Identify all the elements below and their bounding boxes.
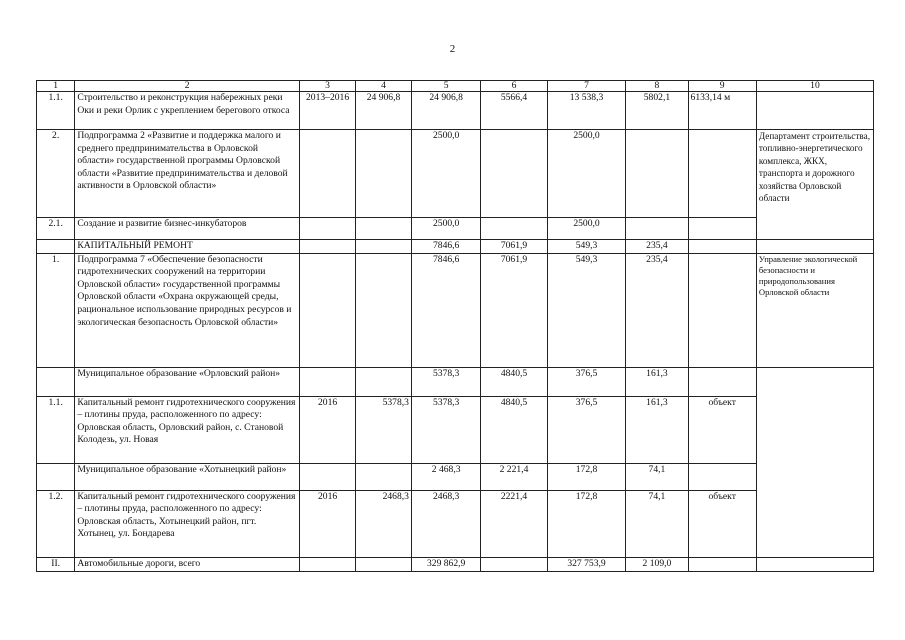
page-number: 2 bbox=[449, 43, 456, 55]
header-cell: 1 bbox=[37, 81, 75, 92]
row-col10-blank bbox=[756, 367, 873, 557]
row-col9: объект bbox=[688, 396, 756, 463]
header-row bbox=[37, 81, 874, 92]
row-col7: 327 753,9 bbox=[547, 557, 626, 571]
row-total bbox=[356, 463, 412, 490]
row-total bbox=[356, 557, 412, 571]
row-col5: 2500,0 bbox=[411, 218, 480, 240]
row-col6: 2 221,4 bbox=[481, 463, 547, 490]
row-col5: 7846,6 bbox=[411, 240, 480, 254]
row-col6: 2221,4 bbox=[481, 490, 547, 557]
table-row bbox=[37, 396, 874, 463]
row-number: 1. bbox=[37, 253, 75, 367]
row-col7: 549,3 bbox=[547, 240, 626, 254]
row-name: Муниципальное образование «Хотынецкий район» bbox=[75, 463, 300, 490]
row-col9 bbox=[688, 218, 756, 240]
row-col8: 161,3 bbox=[626, 396, 688, 463]
row-col5: 2500,0 bbox=[411, 130, 480, 218]
row-name: Капитальный ремонт гидротехнического сооружения – плотины пруда, расположенного по адресу: Орловская область, Орловский район, с. Становой Колодезь, ул. Новая bbox=[75, 396, 300, 463]
section-row bbox=[37, 557, 874, 571]
row-col9 bbox=[688, 240, 756, 254]
row-col8: 5802,1 bbox=[626, 92, 688, 130]
row-col5: 2468,3 bbox=[411, 490, 480, 557]
row-name: Капитальный ремонт гидротехнического сооружения – плотины пруда, расположенного по адресу: Орловская область, Хотынецкий район, пгт. Хотынец, ул. Бондарева bbox=[75, 490, 300, 557]
row-col5: 2 468,3 bbox=[411, 463, 480, 490]
row-col6 bbox=[481, 218, 547, 240]
row-col8: 74,1 bbox=[626, 490, 688, 557]
row-col5: 329 862,9 bbox=[411, 557, 480, 571]
row-col5: 5378,3 bbox=[411, 396, 480, 463]
row-number: 1.1. bbox=[37, 92, 75, 130]
section-title: КАПИТАЛЬНЫЙ РЕМОНТ bbox=[75, 240, 300, 254]
row-col9 bbox=[688, 130, 756, 218]
row-col6: 4840,5 bbox=[481, 367, 547, 396]
table-row bbox=[37, 253, 874, 367]
table-row bbox=[37, 490, 874, 557]
row-col9 bbox=[688, 367, 756, 396]
row-name: Подпрограмма 2 «Развитие и поддержка малого и среднего предпринимательства в Орловской области» государственной программы Орловской области «Развитие предпринимательства и деловой активности в Орловской области» bbox=[75, 130, 300, 218]
table-row bbox=[37, 218, 874, 240]
row-period bbox=[300, 218, 356, 240]
row-col5: 7846,6 bbox=[411, 253, 480, 367]
row-total: 24 906,8 bbox=[356, 92, 412, 130]
row-number bbox=[37, 367, 75, 396]
row-col9 bbox=[688, 557, 756, 571]
table-row bbox=[37, 130, 874, 218]
row-col6: 4840,5 bbox=[481, 396, 547, 463]
table-row bbox=[37, 463, 874, 490]
row-col6 bbox=[481, 130, 547, 218]
header-cell: 8 bbox=[626, 81, 688, 92]
row-period bbox=[300, 240, 356, 254]
row-number bbox=[37, 240, 75, 254]
row-number: 1.1. bbox=[37, 396, 75, 463]
row-col10 bbox=[756, 240, 873, 254]
row-col10 bbox=[756, 557, 873, 571]
row-col7: 172,8 bbox=[547, 490, 626, 557]
row-total: 2468,3 bbox=[356, 490, 412, 557]
row-col7: 13 538,3 bbox=[547, 92, 626, 130]
row-name: Подпрограмма 7 «Обеспечение безопасности гидротехнических сооружений на территории Орловской области» государственной программы Орловской области «Охрана окружающей среды, рациональное использование природных ресурсов и экологическая безопасность Орловской области» bbox=[75, 253, 300, 367]
row-period bbox=[300, 557, 356, 571]
row-col7: 2500,0 bbox=[547, 218, 626, 240]
row-number: 1.2. bbox=[37, 490, 75, 557]
row-period bbox=[300, 130, 356, 218]
row-col7: 376,5 bbox=[547, 367, 626, 396]
header-cell: 2 bbox=[75, 81, 300, 92]
table-row bbox=[37, 92, 874, 130]
row-period: 2016 bbox=[300, 396, 356, 463]
row-col7: 376,5 bbox=[547, 396, 626, 463]
row-col5: 24 906,8 bbox=[411, 92, 480, 130]
row-col8: 2 109,0 bbox=[626, 557, 688, 571]
program-table bbox=[36, 80, 874, 572]
row-col7: 2500,0 bbox=[547, 130, 626, 218]
row-period: 2016 bbox=[300, 490, 356, 557]
responsible-department: Управление экологической безопасности и природопользования Орловской области bbox=[756, 253, 873, 367]
row-period bbox=[300, 463, 356, 490]
row-name: Автомобильные дороги, всего bbox=[75, 557, 300, 571]
section-row bbox=[37, 240, 874, 254]
header-cell: 7 bbox=[547, 81, 626, 92]
row-col7: 172,8 bbox=[547, 463, 626, 490]
row-total bbox=[356, 218, 412, 240]
header-cell: 3 bbox=[300, 81, 356, 92]
table-row bbox=[37, 367, 874, 396]
row-col5: 5378,3 bbox=[411, 367, 480, 396]
row-col8: 235,4 bbox=[626, 240, 688, 254]
row-col9 bbox=[688, 463, 756, 490]
header-cell: 4 bbox=[356, 81, 412, 92]
row-total bbox=[356, 367, 412, 396]
row-period bbox=[300, 253, 356, 367]
header-cell: 9 bbox=[688, 81, 756, 92]
row-total bbox=[356, 240, 412, 254]
row-number: 2.1. bbox=[37, 218, 75, 240]
row-col8: 235,4 bbox=[626, 253, 688, 367]
row-col8: 74,1 bbox=[626, 463, 688, 490]
row-col6: 7061,9 bbox=[481, 240, 547, 254]
row-period bbox=[300, 367, 356, 396]
row-number: 2. bbox=[37, 130, 75, 218]
row-col8 bbox=[626, 130, 688, 218]
row-total bbox=[356, 253, 412, 367]
row-col6: 7061,9 bbox=[481, 253, 547, 367]
row-name: Муниципальное образование «Орловский район» bbox=[75, 367, 300, 396]
row-col6 bbox=[481, 557, 547, 571]
row-total: 5378,3 bbox=[356, 396, 412, 463]
header-cell: 6 bbox=[481, 81, 547, 92]
row-col9: 6133,14 м bbox=[688, 92, 756, 130]
row-number bbox=[37, 463, 75, 490]
row-period: 2013–2016 bbox=[300, 92, 356, 130]
responsible-department: Департамент строительства, топливно-энергетического комплекса, ЖКХ, транспорта и дорожного хозяйства Орловской области bbox=[756, 130, 873, 240]
row-col8 bbox=[626, 218, 688, 240]
row-name: Строительство и реконструкция набережных реки Оки и реки Орлик с укреплением берегового откоса bbox=[75, 92, 300, 130]
row-name: Создание и развитие бизнес-инкубаторов bbox=[75, 218, 300, 240]
row-col6: 5566,4 bbox=[481, 92, 547, 130]
row-col9 bbox=[688, 253, 756, 367]
row-number: II. bbox=[37, 557, 75, 571]
row-col8: 161,3 bbox=[626, 367, 688, 396]
row-col7: 549,3 bbox=[547, 253, 626, 367]
row-col10 bbox=[756, 92, 873, 130]
header-cell: 10 bbox=[756, 81, 873, 92]
row-total bbox=[356, 130, 412, 218]
row-col9: объект bbox=[688, 490, 756, 557]
header-cell: 5 bbox=[411, 81, 480, 92]
